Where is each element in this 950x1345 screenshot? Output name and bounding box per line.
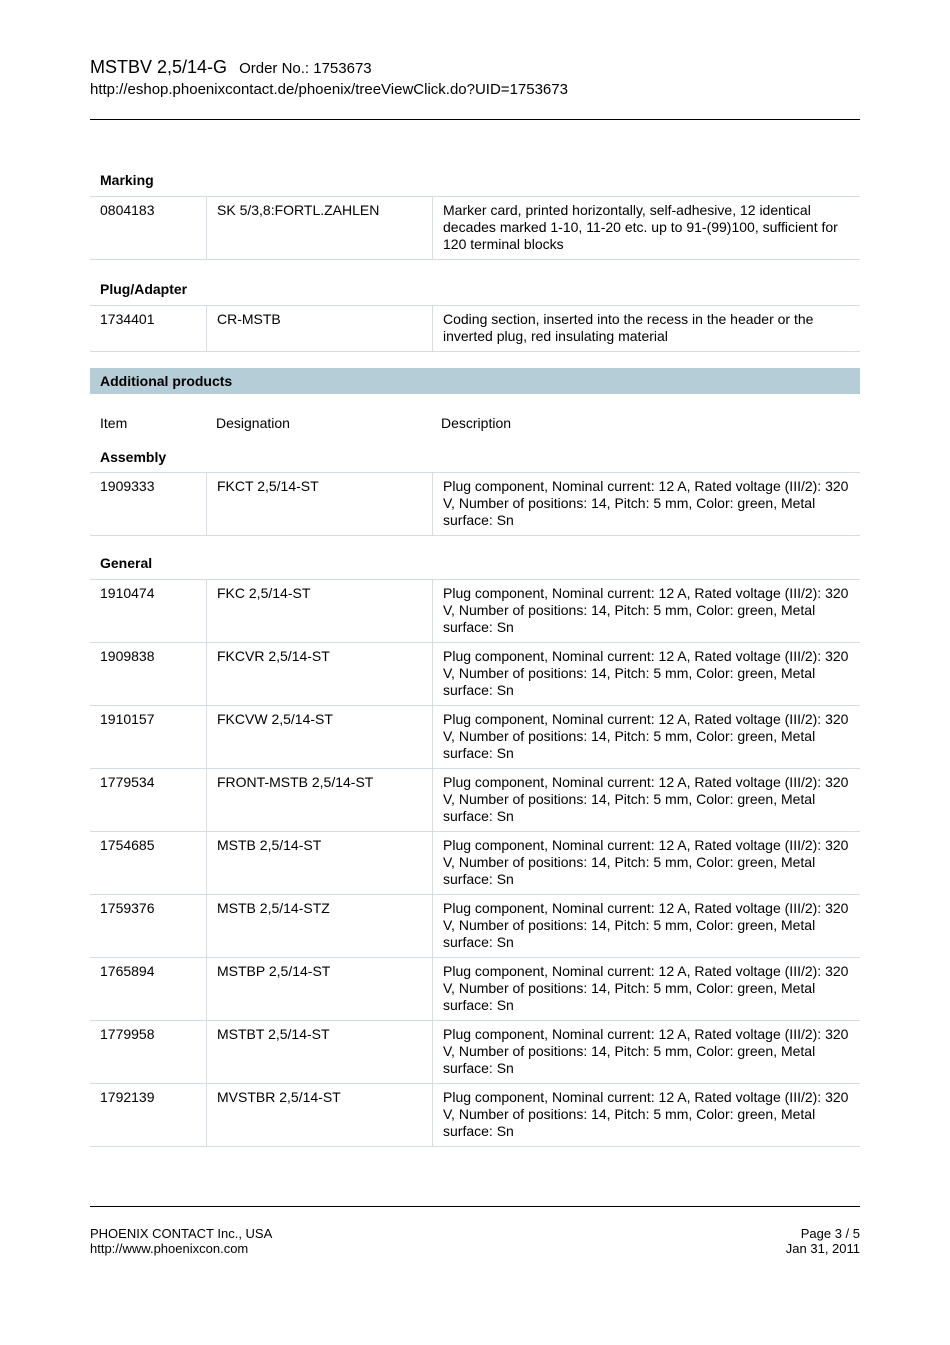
marking-title: Marking	[90, 165, 860, 197]
description-cell: Plug component, Nominal current: 12 A, Rated voltage (III/2): 320 V, Number of positions: 14, Pitch: 5 mm, Color: green, Metal surface: Sn	[443, 585, 849, 635]
item-column-header: Item	[100, 415, 128, 431]
table-row	[90, 706, 860, 769]
designation-cell: MSTBT 2,5/14-ST	[207, 1021, 433, 1083]
assembly-table	[90, 473, 860, 536]
description-cell: Plug component, Nominal current: 12 A, Rated voltage (III/2): 320 V, Number of positions: 14, Pitch: 5 mm, Color: green, Metal surface: Sn	[443, 711, 849, 761]
product-title: MSTBV 2,5/14-G	[90, 57, 228, 77]
item-cell: 1779958	[90, 1021, 207, 1083]
table-row	[90, 1084, 860, 1147]
item-cell: 1734401	[90, 306, 207, 351]
item-cell: 1909838	[90, 643, 207, 705]
plug-adapter-table	[90, 306, 860, 352]
designation-cell: SK 5/3,8:FORTL.ZAHLEN	[207, 197, 433, 259]
footer-right	[786, 1226, 860, 1256]
designation-cell: FKCVW 2,5/14-ST	[207, 706, 433, 768]
spacer	[90, 536, 860, 548]
title-line	[90, 56, 860, 80]
designation-cell: FKCT 2,5/14-ST	[207, 473, 433, 535]
designation-cell: MVSTBR 2,5/14-ST	[207, 1084, 433, 1146]
description-cell: Plug component, Nominal current: 12 A, Rated voltage (III/2): 320 V, Number of positions: 14, Pitch: 5 mm, Color: green, Metal surface: Sn	[443, 478, 849, 528]
table-row	[90, 1021, 860, 1084]
description-cell: Marker card, printed horizontally, self-adhesive, 12 identical decades marked 1-10, 11-20 etc. up to 91-(99)100, sufficient for 120 terminal blocks	[443, 202, 838, 252]
additional-products-band: Additional products	[90, 368, 860, 394]
item-cell: 1910157	[90, 706, 207, 768]
table-row	[90, 832, 860, 895]
general-title: General	[90, 548, 860, 580]
table-row	[90, 473, 860, 536]
table-row	[90, 197, 860, 260]
description-cell: Plug component, Nominal current: 12 A, Rated voltage (III/2): 320 V, Number of positions: 14, Pitch: 5 mm, Color: green, Metal surface: Sn	[443, 837, 849, 887]
footer-left	[90, 1226, 272, 1256]
assembly-title: Assembly	[90, 442, 860, 473]
description-cell: Plug component, Nominal current: 12 A, Rated voltage (III/2): 320 V, Number of positions: 14, Pitch: 5 mm, Color: green, Metal surface: Sn	[443, 774, 849, 824]
column-headers	[90, 394, 860, 452]
designation-cell: MSTBP 2,5/14-ST	[207, 958, 433, 1020]
product-url[interactable]: http://eshop.phoenixcontact.de/phoenix/treeViewClick.do?UID=1753673	[90, 81, 568, 98]
table-row	[90, 306, 860, 352]
description-cell: Plug component, Nominal current: 12 A, Rated voltage (III/2): 320 V, Number of positions: 14, Pitch: 5 mm, Color: green, Metal surface: Sn	[443, 1026, 849, 1076]
table-row	[90, 895, 860, 958]
marking-table	[90, 197, 860, 260]
item-cell: 1765894	[90, 958, 207, 1020]
table-row	[90, 769, 860, 832]
page-header	[90, 56, 860, 100]
content	[90, 165, 860, 1147]
spacer	[90, 260, 860, 274]
designation-cell: MSTB 2,5/14-ST	[207, 832, 433, 894]
plug-adapter-title: Plug/Adapter	[90, 274, 860, 306]
table-row	[90, 643, 860, 706]
item-cell: 1792139	[90, 1084, 207, 1146]
order-number: Order No.: 1753673	[239, 60, 372, 77]
item-cell: 1910474	[90, 580, 207, 642]
table-row	[90, 958, 860, 1021]
page-number: Page 3 / 5	[800, 1226, 860, 1241]
description-cell: Plug component, Nominal current: 12 A, Rated voltage (III/2): 320 V, Number of positions: 14, Pitch: 5 mm, Color: green, Metal surface: Sn	[443, 1089, 849, 1139]
description-column-header: Description	[441, 415, 512, 431]
description-cell: Coding section, inserted into the recess in the header or the inverted plug, red insulating material	[443, 311, 814, 344]
description-cell: Plug component, Nominal current: 12 A, Rated voltage (III/2): 320 V, Number of positions: 14, Pitch: 5 mm, Color: green, Metal surface: Sn	[443, 963, 849, 1013]
item-cell: 1779534	[90, 769, 207, 831]
item-cell: 0804183	[90, 197, 207, 259]
general-table	[90, 580, 860, 1147]
footer-divider	[90, 1206, 860, 1207]
header-divider	[90, 119, 860, 120]
designation-cell: MSTB 2,5/14-STZ	[207, 895, 433, 957]
designation-cell: FKCVR 2,5/14-ST	[207, 643, 433, 705]
company-website[interactable]: http://www.phoenixcon.com	[90, 1241, 249, 1256]
company-name: PHOENIX CONTACT Inc., USA	[90, 1226, 273, 1241]
description-cell: Plug component, Nominal current: 12 A, Rated voltage (III/2): 320 V, Number of positions: 14, Pitch: 5 mm, Color: green, Metal surface: Sn	[443, 900, 849, 950]
item-cell: 1909333	[90, 473, 207, 535]
description-cell: Plug component, Nominal current: 12 A, Rated voltage (III/2): 320 V, Number of positions: 14, Pitch: 5 mm, Color: green, Metal surface: Sn	[443, 648, 849, 698]
designation-column-header: Designation	[216, 415, 290, 431]
item-cell: 1759376	[90, 895, 207, 957]
designation-cell: FKC 2,5/14-ST	[207, 580, 433, 642]
document-date: Jan 31, 2011	[785, 1241, 860, 1256]
designation-cell: CR-MSTB	[207, 306, 433, 351]
designation-cell: FRONT-MSTB 2,5/14-ST	[207, 769, 433, 831]
table-row	[90, 580, 860, 643]
item-cell: 1754685	[90, 832, 207, 894]
